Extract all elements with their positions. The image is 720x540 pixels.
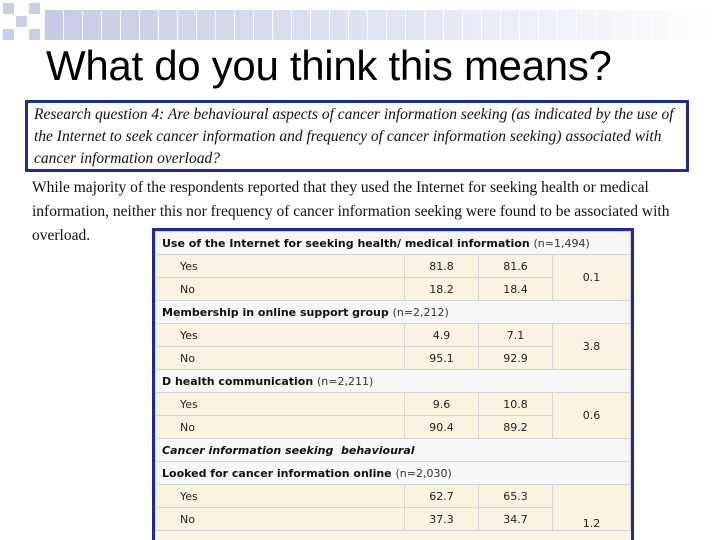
value-cell: 7.1: [479, 324, 553, 347]
statistic-cell: 0.6: [553, 393, 631, 439]
group-sample-size: (n=2,030): [395, 466, 452, 480]
group-heading-label: Use of the Internet for seeking health/ medical information: [162, 236, 530, 250]
table-row: [156, 324, 631, 347]
group-heading-label: Membership in online support group: [162, 305, 389, 319]
value-cell: 37.3: [405, 508, 479, 531]
value-cell: 18.2: [405, 278, 479, 301]
row-label: No: [156, 508, 405, 531]
group-heading: [156, 462, 631, 485]
statistic-cell: 1.2: [553, 485, 631, 531]
row-label: No: [156, 278, 405, 301]
value-cell: 95.1: [405, 347, 479, 370]
statistic-cell: 3.8: [553, 324, 631, 370]
statistic-cell: 0.1: [553, 255, 631, 301]
row-label: No: [156, 347, 405, 370]
group-heading-row: [156, 462, 631, 485]
value-cell: 90.4: [405, 416, 479, 439]
value-cell: 4.9: [405, 324, 479, 347]
group-sample-size: (n=1,494): [533, 236, 590, 250]
research-question-text: Research question 4: Are behavioural aspects of cancer information seeking (as indicated by the use of the Internet to seek cancer information and frequency of cancer information seeking) associated with cancer information overload?: [34, 106, 674, 167]
group-heading-label: Looked for cancer information online: [162, 466, 392, 480]
header-gradient-band: [44, 10, 720, 40]
group-sample-size: (n=2,211): [317, 374, 374, 388]
table-row: [156, 393, 631, 416]
table-row: [156, 255, 631, 278]
value-cell: 92.9: [479, 347, 553, 370]
section-heading: Cancer information seeking behavioural: [156, 439, 631, 462]
slide-title: What do you think this means?: [46, 42, 612, 89]
row-label: Yes: [156, 324, 405, 347]
group-heading-label: D health communication: [162, 374, 314, 388]
group-heading-row: [156, 232, 631, 255]
value-cell: 34.7: [479, 508, 553, 531]
row-label: Yes: [156, 393, 405, 416]
research-question-box: [25, 100, 689, 172]
group-heading: [156, 232, 631, 255]
section-heading-row: [156, 439, 631, 462]
row-label: Yes: [156, 255, 405, 278]
results-table-frame: [152, 228, 634, 540]
value-cell: 9.6: [405, 393, 479, 416]
results-table: [155, 231, 631, 531]
finding-text: While majority of the respondents reported that they used the Internet for seeking health or medical information, neither this nor frequency of cancer information seeking were found to be associated with overload.: [32, 179, 670, 244]
row-label: No: [156, 416, 405, 439]
group-heading-row: [156, 370, 631, 393]
value-cell: 62.7: [405, 485, 479, 508]
value-cell: 81.8: [405, 255, 479, 278]
group-heading: [156, 301, 631, 324]
row-label: Yes: [156, 485, 405, 508]
group-heading: [156, 370, 631, 393]
table-row: [156, 485, 631, 508]
group-sample-size: (n=2,212): [392, 305, 449, 319]
value-cell: 81.6: [479, 255, 553, 278]
value-cell: 89.2: [479, 416, 553, 439]
value-cell: 10.8: [479, 393, 553, 416]
value-cell: 65.3: [479, 485, 553, 508]
group-heading-row: [156, 301, 631, 324]
value-cell: 18.4: [479, 278, 553, 301]
